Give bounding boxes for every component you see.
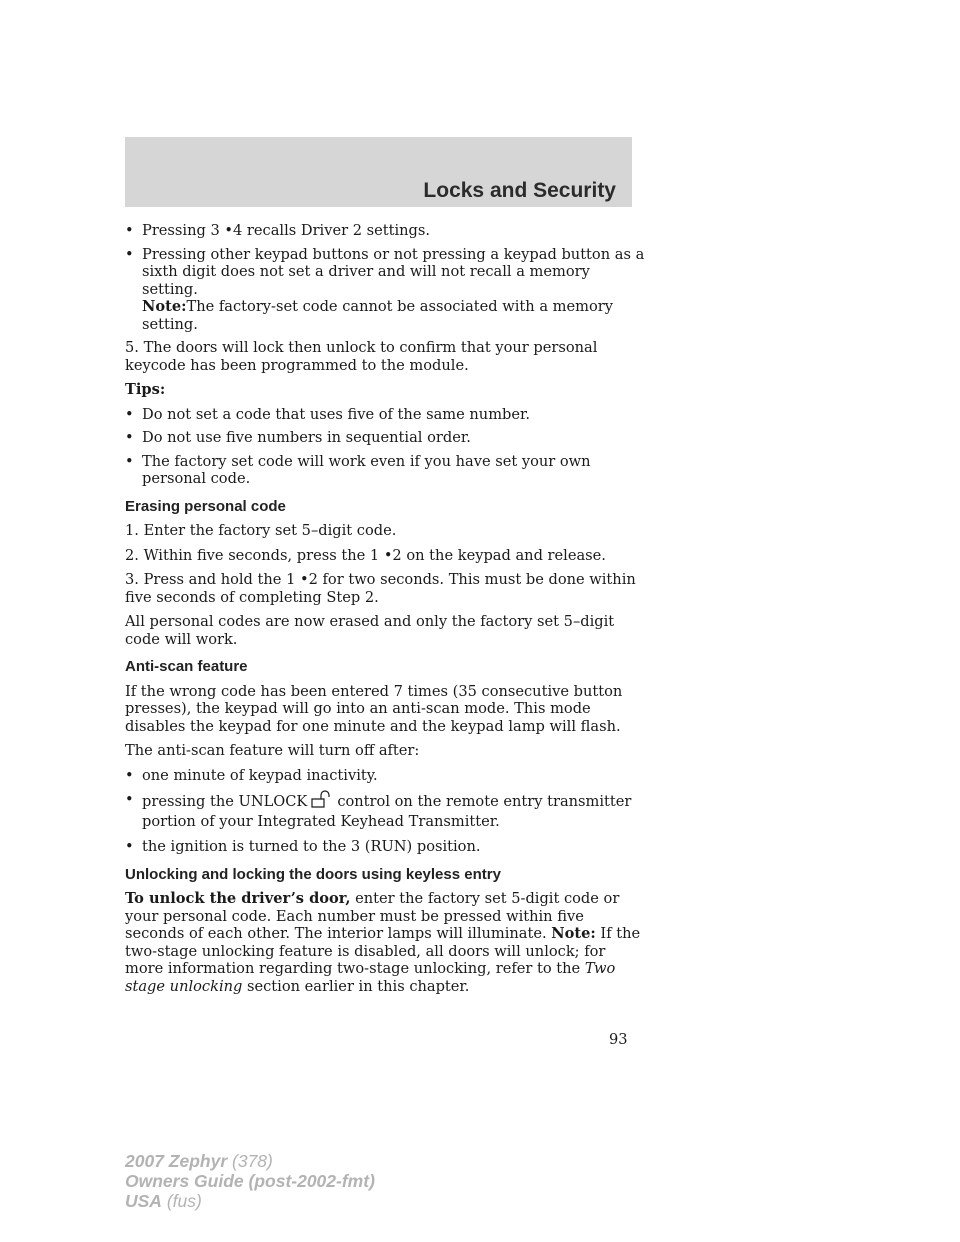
list-item: • pressing the UNLOCK control on the remote entry transmitter portion of your Integrated Keyhead Transmitter.: [125, 791, 632, 830]
section-header: [125, 137, 632, 207]
footer: [125, 1151, 375, 1211]
heading-erasing-personal-code: Erasing personal code: [125, 497, 286, 515]
list-item: • Do not set a code that uses five of the same number.: [125, 405, 531, 423]
heading-unlocking-and-locking: Unlocking and locking the doors using keyless entry: [125, 865, 501, 883]
paragraph: To unlock the driver’s door, enter the factory set 5-digit code or your personal code. Each number must be pressed within five seconds of each other. The interior lamps will illuminate. Note: If the two-stage unlocking feature is disabled, all doors will unlock; for more information regarding two-stage unlocking, refer to the Two stage unlocking section earlier in this chapter.: [125, 890, 641, 995]
heading-anti-scan-feature: Anti-scan feature: [125, 658, 248, 675]
paragraph: If the wrong code has been entered 7 times (35 consecutive button presses), the keypad will go into an anti-scan mode. This mode disables the keypad for one minute and the keypad lamp will flash.: [125, 682, 623, 735]
paragraph: 5. The doors will lock then unlock to confirm that your personal keycode has been programmed to the module.: [125, 339, 598, 374]
list-item: • Pressing other keypad buttons or not pressing a keypad button as a sixth digit does not set a driver and will not recall a memory setting. Note:The factory-set code cannot be associated with a memory setting.: [125, 245, 645, 333]
paragraph: The anti-scan feature will turn off after:: [125, 742, 420, 759]
footer-line: Owners Guide (post-2002-fmt): [125, 1171, 375, 1191]
section-title: Locks and Security: [423, 179, 616, 202]
list-item: • one minute of keypad inactivity.: [125, 766, 378, 784]
footer-line: 2007 Zephyr (378): [125, 1151, 273, 1171]
paragraph: 3. Press and hold the 1 •2 for two seconds. This must be done within five seconds of completing Step 2.: [125, 571, 636, 606]
paragraph: 2. Within five seconds, press the 1 •2 on the keypad and release.: [125, 546, 606, 564]
tips-label: Tips:: [125, 381, 166, 398]
note-label: Note:: [551, 925, 596, 942]
list-item: • The factory set code will work even if you have set your own personal code.: [125, 452, 591, 487]
list-item: • the ignition is turned to the 3 (RUN) position.: [125, 838, 481, 855]
page-content: [125, 222, 645, 1002]
cross-reference: Two stage unlocking: [125, 960, 616, 995]
page-number: 93: [609, 1031, 628, 1048]
note-label: Note:: [142, 298, 187, 315]
paragraph: All personal codes are now erased and only the factory set 5–digit code will work.: [125, 613, 615, 648]
list-item: • Do not use five numbers in sequential order.: [125, 429, 471, 446]
footer-line: USA (fus): [125, 1191, 202, 1211]
paragraph: 1. Enter the factory set 5–digit code.: [125, 522, 397, 539]
unlock-padlock-icon: [309, 790, 331, 808]
list-item: • Pressing 3 •4 recalls Driver 2 settings.: [125, 222, 431, 239]
